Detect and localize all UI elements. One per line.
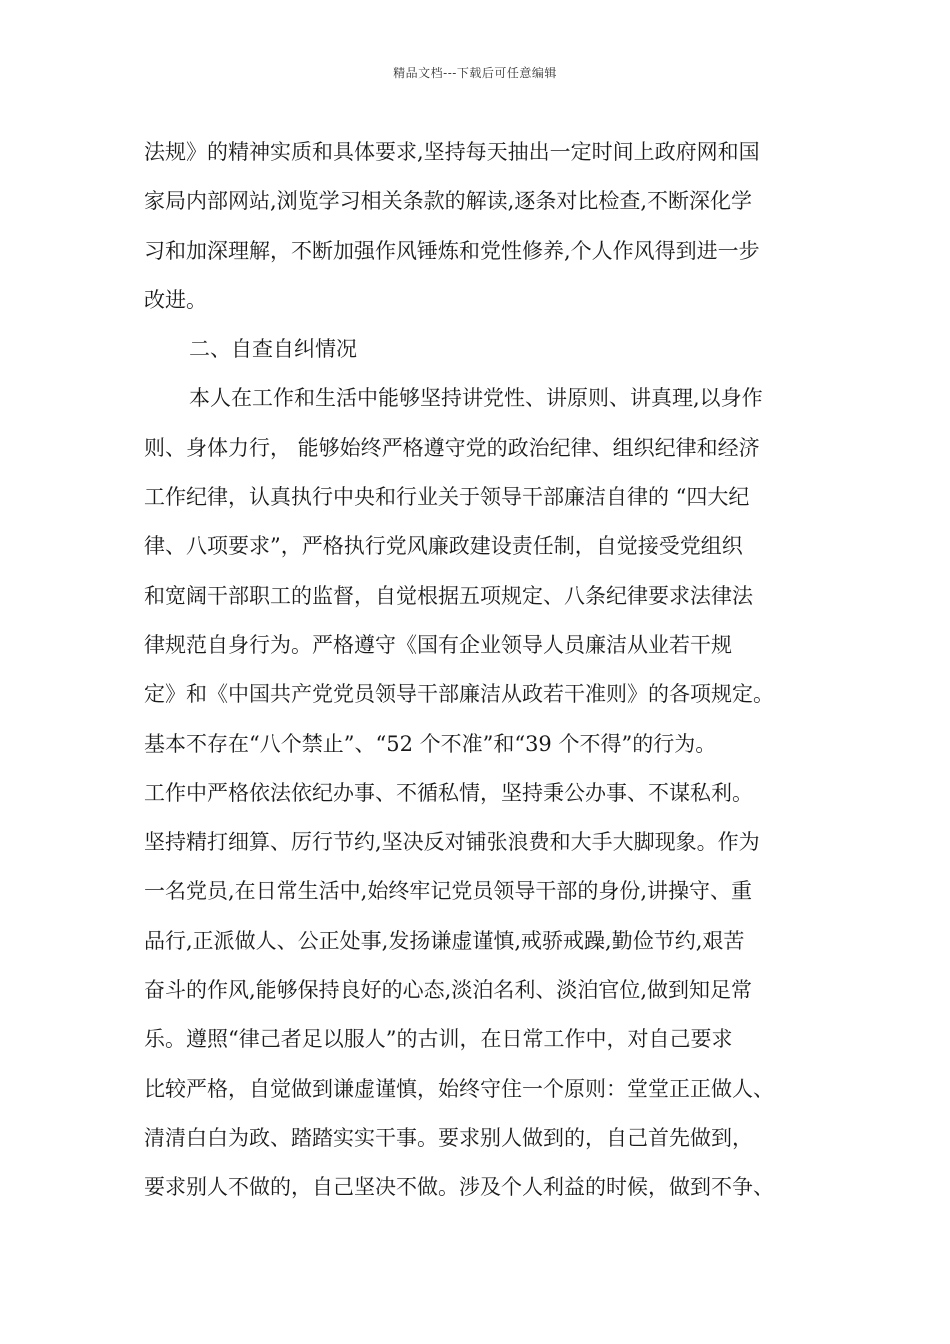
body-line: 律规范自身行为。严格遵守《国有企业领导人员廉洁从业若干规	[144, 632, 732, 657]
body-line: 和宽阔干部职工的监督，自觉根据五项规定、八条纪律要求法律法	[144, 583, 753, 608]
body-line: 要求别人不做的，自己坚决不做。涉及个人利益的时候，做到不争、	[144, 1175, 774, 1200]
page-header: 精品文档---下载后可任意编辑	[393, 66, 557, 80]
body-line: 基本不存在“八个禁止”、“52 个不准”和“39 个不得”的行为。	[144, 731, 717, 756]
body-line: 习和加深理解，不断加强作风锤炼和党性修养,个人作风得到进一步	[144, 238, 760, 263]
body-line: 工作纪律，认真执行中央和行业关于领导干部廉洁自律的 “四大纪	[144, 485, 750, 510]
body-line: 品行,正派做人、公正处事,发扬谦虚谨慎,戒骄戒躁,勤俭节约,艰苦	[144, 928, 745, 953]
body-line: 本人在工作和生活中能够坚持讲党性、讲原则、讲真理,以身作	[189, 386, 763, 411]
body-line: 则、身体力行， 能够始终严格遵守党的政治纪律、组织纪律和经济	[144, 435, 760, 460]
section-heading: 二、自查自纠情况	[189, 337, 357, 362]
body-line: 坚持精打细算、厉行节约,坚决反对铺张浪费和大手大脚现象。作为	[144, 830, 760, 855]
body-line: 一名党员,在日常生活中,始终牢记党员领导干部的身份,讲操守、重	[144, 879, 753, 904]
body-line: 乐。遵照“律己者足以服人”的古训，在日常工作中，对自己要求	[144, 1027, 733, 1052]
body-line: 律、八项要求”，严格执行党风廉政建设责任制，自觉接受党组织	[144, 534, 743, 559]
body-line: 家局内部网站,浏览学习相关条款的解读,逐条对比检查,不断深化学	[144, 189, 753, 214]
body-line: 定》和《中国共产党党员领导干部廉洁从政若干准则》的各项规定。	[144, 682, 774, 707]
body-line: 法规》的精神实质和具体要求,坚持每天抽出一定时间上政府网和国	[144, 140, 760, 164]
body-line: 改进。	[144, 287, 207, 312]
body-line: 清清白白为政、踏踏实实干事。要求别人做到的，自己首先做到，	[144, 1125, 753, 1150]
body-line: 奋斗的作风,能够保持良好的心态,淡泊名利、淡泊官位,做到知足常	[144, 978, 753, 1003]
document-body	[144, 128, 834, 1213]
body-line: 比较严格，自觉做到谦虚谨慎，始终守住一个原则：堂堂正正做人、	[144, 1076, 774, 1101]
body-line: 工作中严格依法依纪办事、不循私情，坚持秉公办事、不谋私利。	[144, 780, 753, 805]
